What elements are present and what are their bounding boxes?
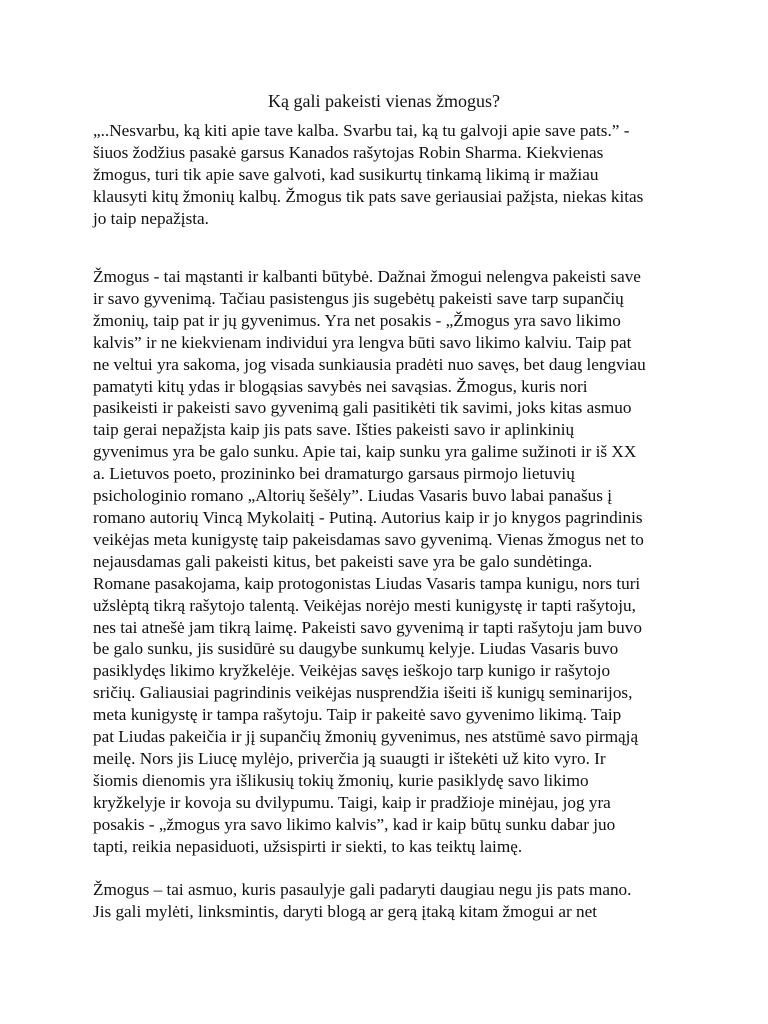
text-line: taip gerai nepažįsta kaip jis pats save. Išties pakeisti savo ir aplinkinių — [93, 420, 575, 440]
paragraph-closing — [93, 879, 631, 923]
text-line: „..Nesvarbu, ką kiti apie tave kalba. Svarbu tai, ką tu galvoji apie save pats.” - — [93, 121, 630, 140]
text-line: nes tai atnešė jam tikrą laimę. Pakeisti savo gyvenimą ir tapti rašytoju jam buvo — [93, 617, 642, 637]
text-line: šiuos žodžius pasakė garsus Kanados rašytojas Robin Sharma. Kiekvienas — [93, 142, 604, 162]
text-line: Romane pasakojama, kaip protogonistas Liudas Vasaris tampa kunigu, nors turi — [93, 573, 641, 593]
text-line: meta kunigystę ir tampa rašytoju. Taip ir pakeitė savo gyvenimo likimą. Taip — [93, 705, 622, 725]
text-line: kryžkelyje ir kovoja su dvilypumu. Taigi, kaip ir pradžioje minėjau, jog yra — [93, 792, 611, 812]
text-line: veikėjas meta kunigystę taip pakeisdamas savo gyvenimą. Vienas žmogus net to — [93, 529, 644, 549]
text-line: pamatyti kitų ydas ir blogąsias savybės nei savąsias. Žmogus, kuris nori — [93, 376, 588, 396]
text-line: kalvis” ir ne kiekvienam individui yra lengva būti savo likimo kalviu. Taip pat — [93, 332, 632, 352]
text-line: žmonių, taip pat ir jų gyvenimus. Yra net posakis - „Žmogus yra savo likimo — [93, 310, 621, 330]
text-line: psichologinio romano „Altorių šešėly”. Liudas Vasaris buvo labai panašus į — [93, 486, 613, 506]
text-line: ir savo gyvenimą. Tačiau pasistengus jis sugebėtų pakeisti save tarp supančių — [93, 288, 624, 308]
text-line: posakis - „žmogus yra savo likimo kalvis”, kad ir kaip būtų sunku dabar juo — [93, 814, 616, 834]
text-line: ne veltui yra sakoma, jog visada sunkiausia pradėti nuo savęs, bet daug lengviau — [93, 354, 646, 374]
text-line: Žmogus - tai mąstanti ir kalbanti būtybė. Dažnai žmogui nelengva pakeisti save — [93, 267, 641, 286]
text-line: pasikeisti ir pakeisti savo gyvenimą gali pasitikėti tik savimi, joks kitas asmuo — [93, 398, 632, 418]
text-line: nejausdamas gali pakeisti kitus, bet pakeisti save yra be galo sundėtinga. — [93, 551, 593, 571]
text-line: meilę. Nors jis Liucę mylėjo, priverčia ją suaugti ir ištekėti už kito vyro. Ir — [93, 748, 606, 768]
text-line: gyvenimus yra be galo sunku. Apie tai, kaip sunku yra galime sužinoti ir iš XX — [93, 442, 637, 462]
text-line: Jis gali mylėti, linksmintis, daryti blogą ar gerą įtaką kitam žmogui ar net — [93, 901, 598, 921]
text-line: pat Liudas pakeičia ir jį supančių žmonių gyvenimus, nes atstūmė savo pirmąją — [93, 727, 639, 747]
text-line: Žmogus – tai asmuo, kuris pasaulyje gali padaryti daugiau negu jis pats mano. — [93, 880, 632, 899]
text-line: šiomis dienomis yra išlikusių tokių žmonių, kurie pasiklydę savo likimo — [93, 770, 589, 790]
paragraph-body — [93, 266, 646, 857]
text-line: pasiklydęs likimo kryžkelėje. Veikėjas savęs ieškojo tarp kunigo ir rašytojo — [93, 661, 611, 681]
document-title: Ką gali pakeisti vienas žmogus? — [268, 91, 500, 111]
text-line: užslėptą tikrą rašytojo talentą. Veikėjas norėjo mesti kunigystę ir tapti rašytoju, — [93, 595, 636, 615]
text-line: jo taip nepažįsta. — [93, 208, 209, 228]
text-line: sričių. Galiausiai pagrindinis veikėjas nusprendžia išeiti iš kunigų seminarijos, — [93, 683, 633, 703]
text-line: klausyti kitų žmonių kalbų. Žmogus tik pats save geriausiai pažįsta, niekas kitas — [93, 186, 644, 206]
text-line: žmogus, turi tik apie save galvoti, kad susikurtų tinkamą likimą ir mažiau — [93, 164, 599, 184]
text-line: be galo sunku, jis susidūrė su daugybe sunkumų kelyje. Liudas Vasaris buvo — [93, 639, 619, 659]
paragraph-intro — [93, 120, 643, 230]
text-line: a. Lietuvos poeto, prozininko bei dramaturgo garsaus pirmojo lietuvių — [93, 464, 575, 484]
text-line: tapti, reikia nepasiduoti, užsispirti ir siekti, to kas teiktų laimę. — [93, 836, 523, 856]
text-line: romano autorių Vincą Mykolaitį - Putiną. Autorius kaip ir jo knygos pagrindinis — [93, 507, 643, 527]
